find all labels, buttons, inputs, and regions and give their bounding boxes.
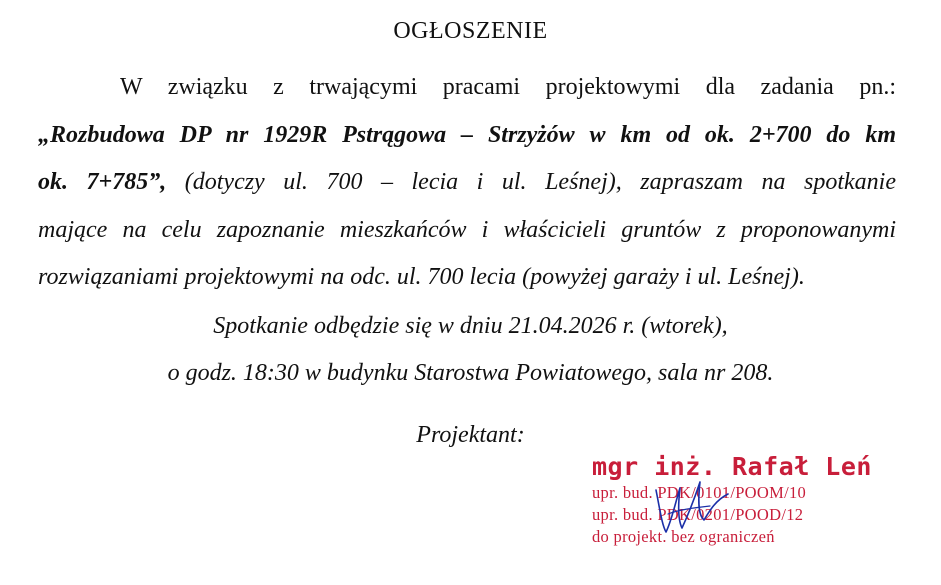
document-title: OGŁOSZENIE (393, 18, 548, 44)
paragraph-line-4: mające na celu zapoznanie mieszkańców i właścicieli gruntów z proponowanymi (38, 216, 896, 243)
paragraph-line-1: W związku z trwającymi pracami projektowymi dla zadania pn.: (120, 74, 896, 100)
handwritten-signature (648, 470, 738, 540)
project-name-line: „Rozbudowa DP nr 1929R Pstrągowa – Strzyżów w km od ok. 2+700 do km (38, 121, 896, 148)
announcement-paragraph (38, 64, 896, 302)
stamp-name: mgr inż. Rafał Leń (592, 452, 872, 481)
stamp-license-2: upr. bud. PDK/0201/POOD/12 (592, 505, 804, 524)
signatory-label: Projektant: (416, 422, 525, 448)
paragraph-line-3-rest: (dotyczy ul. 700 – lecia i ul. Leśnej), zapraszam na spotkanie (166, 169, 896, 195)
stamp-license-1: upr. bud. PDK/0101/POOM/10 (592, 483, 807, 502)
meeting-place-line: o godz. 18:30 w budynku Starostwa Powiatowego, sala nr 208. (167, 360, 774, 386)
meeting-date-line: Spotkanie odbędzie się w dniu 21.04.2026 r. (wtorek), (213, 313, 728, 339)
stamp-scope: do projekt. bez ograniczeń (592, 527, 775, 546)
paragraph-line-5: rozwiązaniami projektowymi na odc. ul. 700 lecia (powyżej garaży i ul. Leśnej). (38, 264, 805, 290)
project-km-end: ok. 7+785”, (38, 169, 167, 195)
designer-stamp (592, 452, 892, 548)
paragraph-line-3 (38, 159, 896, 207)
